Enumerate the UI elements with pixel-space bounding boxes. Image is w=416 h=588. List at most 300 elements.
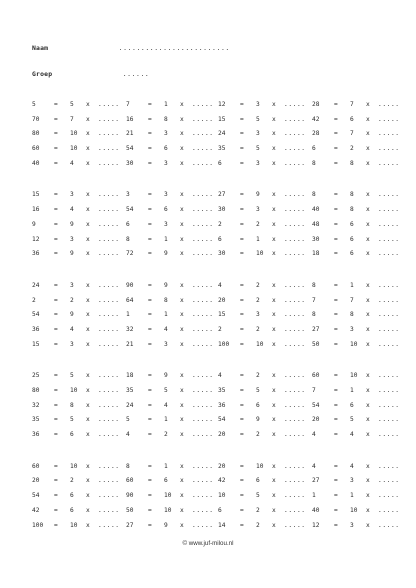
divisor: 4	[70, 159, 74, 167]
divisor: 3	[350, 477, 354, 485]
answer-blank[interactable]: .....	[192, 372, 214, 380]
answer-blank[interactable]: .....	[192, 431, 214, 439]
times-sign: x	[272, 235, 276, 243]
answer-blank[interactable]: .....	[284, 296, 306, 304]
dividend: 20	[218, 296, 226, 304]
times-sign: x	[366, 462, 370, 470]
times-sign: x	[86, 340, 90, 348]
answer-blank[interactable]: .....	[192, 340, 214, 348]
equals-sign: =	[54, 340, 58, 348]
answer-blank[interactable]: .....	[192, 325, 214, 333]
answer-blank[interactable]: .....	[378, 206, 400, 214]
answer-blank[interactable]: .....	[98, 220, 120, 228]
dividend: 32	[126, 325, 134, 333]
answer-blank[interactable]: .....	[378, 311, 400, 319]
answer-blank[interactable]: .....	[378, 220, 400, 228]
answer-blank[interactable]: .....	[98, 191, 120, 199]
footer-copyright: © www.juf-milou.nl	[182, 540, 234, 547]
dividend: 7	[312, 296, 316, 304]
answer-blank[interactable]: .....	[192, 159, 214, 167]
answer-blank[interactable]: .....	[192, 235, 214, 243]
answer-blank[interactable]: .....	[378, 281, 400, 289]
answer-blank[interactable]: .....	[284, 477, 306, 485]
equals-sign: =	[148, 206, 152, 214]
answer-blank[interactable]: .....	[284, 401, 306, 409]
times-sign: x	[180, 191, 184, 199]
answer-blank[interactable]: .....	[284, 235, 306, 243]
answer-blank[interactable]: .....	[192, 115, 214, 123]
equals-sign: =	[54, 159, 58, 167]
answer-blank[interactable]: .....	[284, 250, 306, 258]
answer-blank[interactable]: .....	[284, 191, 306, 199]
divisor: 6	[70, 431, 74, 439]
equals-sign: =	[54, 101, 58, 108]
times-sign: x	[180, 235, 184, 243]
exercise-row	[32, 399, 402, 414]
dividend: 24	[32, 281, 40, 289]
divisor: 6	[350, 235, 354, 243]
dividend: 20	[218, 431, 226, 439]
answer-blank[interactable]: .....	[284, 431, 306, 439]
divisor: 5	[164, 387, 168, 394]
answer-blank[interactable]: .....	[378, 477, 400, 485]
times-sign: x	[366, 191, 370, 199]
answer-blank[interactable]: .....	[378, 145, 400, 153]
equals-sign: =	[54, 115, 58, 123]
equals-sign: =	[148, 220, 152, 228]
divisor: 6	[350, 401, 354, 409]
answer-blank[interactable]: .....	[98, 311, 120, 319]
dividend: 30	[312, 235, 320, 243]
exercise-block	[32, 188, 402, 261]
times-sign: x	[180, 401, 184, 409]
answer-blank[interactable]: .....	[192, 416, 214, 424]
times-sign: x	[272, 401, 276, 409]
answer-blank[interactable]: .....	[192, 130, 214, 138]
divisor: 6	[70, 506, 74, 514]
dividend: 30	[218, 206, 226, 214]
times-sign: x	[180, 462, 184, 470]
answer-blank[interactable]: .....	[98, 101, 120, 108]
exercise-row	[32, 188, 402, 203]
divisor: 10	[70, 145, 78, 153]
divisor: 3	[70, 191, 74, 199]
answer-blank[interactable]: .....	[284, 281, 306, 289]
equals-sign: =	[148, 416, 152, 424]
answer-blank[interactable]: .....	[284, 492, 306, 500]
times-sign: x	[366, 431, 370, 439]
divisor: 5	[70, 416, 74, 424]
divisor: 6	[256, 401, 260, 409]
times-sign: x	[86, 311, 90, 319]
times-sign: x	[272, 311, 276, 319]
times-sign: x	[272, 159, 276, 167]
divisor: 3	[70, 340, 74, 348]
equals-sign: =	[54, 296, 58, 304]
equals-sign: =	[334, 296, 338, 304]
times-sign: x	[86, 296, 90, 304]
answer-blank[interactable]: .....	[98, 235, 120, 243]
times-sign: x	[180, 130, 184, 138]
times-sign: x	[366, 401, 370, 409]
answer-blank[interactable]: .....	[284, 159, 306, 167]
exercise-row	[32, 338, 402, 353]
dividend: 15	[32, 340, 40, 348]
divisor: 9	[256, 191, 260, 199]
answer-blank[interactable]: .....	[98, 521, 120, 529]
answer-blank[interactable]: .....	[192, 462, 214, 470]
answer-blank[interactable]: .....	[378, 159, 400, 167]
answer-blank[interactable]: .....	[98, 431, 120, 439]
answer-blank[interactable]: .....	[378, 296, 400, 304]
answer-blank[interactable]: .....	[192, 506, 214, 514]
dividend: 12	[312, 521, 320, 529]
times-sign: x	[366, 521, 370, 529]
equals-sign: =	[54, 250, 58, 258]
answer-blank[interactable]: .....	[192, 250, 214, 258]
answer-blank[interactable]: .....	[192, 281, 214, 289]
times-sign: x	[180, 281, 184, 289]
divisor: 3	[256, 311, 260, 319]
answer-blank[interactable]: .....	[284, 311, 306, 319]
answer-blank[interactable]: .....	[378, 115, 400, 123]
answer-blank[interactable]: .....	[284, 372, 306, 380]
answer-blank[interactable]: .....	[378, 506, 400, 514]
divisor: 9	[164, 372, 168, 380]
divisor: 5	[256, 115, 260, 123]
answer-blank[interactable]: .....	[98, 296, 120, 304]
answer-blank[interactable]: .....	[378, 387, 400, 394]
times-sign: x	[86, 206, 90, 214]
dividend: 6	[218, 159, 222, 167]
equals-sign: =	[148, 492, 152, 500]
exercise-row	[32, 504, 402, 519]
dividend: 8	[312, 311, 316, 319]
equals-sign: =	[240, 387, 244, 394]
equals-sign: =	[240, 191, 244, 199]
equals-sign: =	[334, 250, 338, 258]
divisor: 3	[164, 220, 168, 228]
answer-blank[interactable]: .....	[98, 281, 120, 289]
equals-sign: =	[54, 462, 58, 470]
times-sign: x	[272, 115, 276, 123]
divisor: 4	[70, 325, 74, 333]
divisor: 2	[350, 145, 354, 153]
dividend: 8	[312, 191, 316, 199]
equals-sign: =	[334, 281, 338, 289]
divisor: 2	[70, 296, 74, 304]
answer-blank[interactable]: .....	[284, 220, 306, 228]
equals-sign: =	[334, 159, 338, 167]
dividend: 35	[126, 387, 134, 394]
answer-blank[interactable]: .....	[284, 416, 306, 424]
dividend: 60	[32, 462, 40, 470]
answer-blank[interactable]: .....	[98, 206, 120, 214]
equals-sign: =	[148, 235, 152, 243]
divisor: 3	[256, 130, 260, 138]
equals-sign: =	[240, 250, 244, 258]
divisor: 2	[256, 431, 260, 439]
dividend: 36	[218, 401, 226, 409]
answer-blank[interactable]: .....	[378, 250, 400, 258]
divisor: 9	[164, 281, 168, 289]
answer-blank[interactable]: .....	[284, 145, 306, 153]
equals-sign: =	[334, 401, 338, 409]
answer-blank[interactable]: .....	[284, 325, 306, 333]
equals-sign: =	[54, 372, 58, 380]
answer-blank[interactable]: .....	[98, 401, 120, 409]
times-sign: x	[86, 281, 90, 289]
answer-blank[interactable]: .....	[98, 159, 120, 167]
dividend: 80	[32, 387, 40, 394]
answer-blank[interactable]: .....	[284, 130, 306, 138]
exercise-row	[32, 384, 402, 399]
divisor: 8	[164, 296, 168, 304]
equals-sign: =	[148, 130, 152, 138]
answer-blank[interactable]: .....	[284, 115, 306, 123]
answer-blank[interactable]: .....	[284, 340, 306, 348]
times-sign: x	[272, 281, 276, 289]
dividend: 15	[218, 311, 226, 319]
answer-blank[interactable]: .....	[98, 250, 120, 258]
answer-blank[interactable]: .....	[284, 521, 306, 529]
divisor: 8	[164, 115, 168, 123]
divisor: 4	[164, 401, 168, 409]
times-sign: x	[180, 101, 184, 108]
divisor: 1	[256, 235, 260, 243]
answer-blank[interactable]: .....	[192, 296, 214, 304]
dividend: 54	[126, 145, 134, 153]
divisor: 9	[164, 250, 168, 258]
equals-sign: =	[240, 101, 244, 108]
equals-sign: =	[240, 477, 244, 485]
equals-sign: =	[334, 431, 338, 439]
equals-sign: =	[240, 431, 244, 439]
times-sign: x	[86, 431, 90, 439]
divisor: 1	[164, 311, 168, 319]
answer-blank[interactable]: .....	[378, 431, 400, 439]
dividend: 10	[218, 492, 226, 500]
answer-blank[interactable]: .....	[192, 492, 214, 500]
divisor: 8	[70, 401, 74, 409]
dividend: 9	[32, 220, 36, 228]
divisor: 9	[70, 220, 74, 228]
equals-sign: =	[54, 387, 58, 394]
answer-blank[interactable]: .....	[192, 387, 214, 394]
answer-blank[interactable]: .....	[378, 521, 400, 529]
exercise-row	[32, 142, 402, 157]
exercise-row	[32, 294, 402, 309]
equals-sign: =	[334, 115, 338, 123]
divisor: 7	[350, 101, 354, 108]
times-sign: x	[180, 416, 184, 424]
dividend: 8	[312, 281, 316, 289]
answer-blank[interactable]: .....	[284, 206, 306, 214]
times-sign: x	[180, 296, 184, 304]
times-sign: x	[272, 462, 276, 470]
times-sign: x	[180, 115, 184, 123]
answer-blank[interactable]: .....	[192, 191, 214, 199]
dividend: 24	[218, 130, 226, 138]
times-sign: x	[180, 159, 184, 167]
times-sign: x	[180, 340, 184, 348]
answer-blank[interactable]: .....	[378, 416, 400, 424]
times-sign: x	[86, 145, 90, 153]
answer-blank[interactable]: .....	[98, 325, 120, 333]
divisor: 3	[70, 235, 74, 243]
divisor: 6	[256, 477, 260, 485]
answer-blank[interactable]: .....	[284, 387, 306, 394]
dividend: 27	[312, 477, 320, 485]
divisor: 6	[164, 145, 168, 153]
answer-blank[interactable]: .....	[378, 372, 400, 380]
divisor: 4	[70, 206, 74, 214]
exercise-block	[32, 279, 402, 352]
divisor: 1	[350, 281, 354, 289]
answer-blank[interactable]: .....	[192, 220, 214, 228]
answer-blank[interactable]: .....	[192, 101, 214, 108]
times-sign: x	[366, 492, 370, 500]
times-sign: x	[86, 250, 90, 258]
divisor: 2	[256, 506, 260, 514]
equals-sign: =	[148, 387, 152, 394]
exercise-blocks	[32, 98, 402, 550]
equals-sign: =	[148, 191, 152, 199]
dividend: 12	[218, 101, 226, 108]
answer-blank[interactable]: .....	[98, 492, 120, 500]
answer-blank[interactable]: .....	[378, 325, 400, 333]
dividend: 16	[126, 115, 134, 123]
exercise-block	[32, 460, 402, 533]
exercise-row	[32, 474, 402, 489]
answer-blank[interactable]: .....	[378, 235, 400, 243]
dividend: 30	[218, 250, 226, 258]
times-sign: x	[86, 159, 90, 167]
answer-blank[interactable]: .....	[98, 115, 120, 123]
dividend: 3	[126, 191, 130, 199]
answer-blank[interactable]: .....	[378, 401, 400, 409]
answer-blank[interactable]: .....	[284, 506, 306, 514]
dividend: 4	[312, 431, 316, 439]
times-sign: x	[180, 477, 184, 485]
equals-sign: =	[240, 115, 244, 123]
equals-sign: =	[240, 159, 244, 167]
exercise-row	[32, 127, 402, 142]
divisor: 10	[256, 250, 264, 258]
times-sign: x	[86, 401, 90, 409]
times-sign: x	[86, 101, 90, 108]
name-label: Naam	[32, 44, 49, 52]
dividend: 36	[32, 325, 40, 333]
answer-blank[interactable]: .....	[192, 521, 214, 529]
divisor: 9	[256, 416, 260, 424]
equals-sign: =	[240, 372, 244, 380]
divisor: 2	[256, 220, 260, 228]
divisor: 3	[256, 159, 260, 167]
times-sign: x	[366, 372, 370, 380]
answer-blank[interactable]: .....	[378, 340, 400, 348]
times-sign: x	[180, 325, 184, 333]
divisor: 10	[70, 521, 78, 529]
divisor: 5	[70, 101, 74, 108]
answer-blank[interactable]: .....	[98, 387, 120, 394]
dividend: 6	[218, 506, 222, 514]
equals-sign: =	[54, 521, 58, 529]
equals-sign: =	[54, 401, 58, 409]
answer-blank[interactable]: .....	[98, 340, 120, 348]
group-blank: ......	[118, 70, 150, 78]
answer-blank[interactable]: .....	[378, 191, 400, 199]
divisor: 2	[256, 372, 260, 380]
answer-blank[interactable]: .....	[98, 477, 120, 485]
answer-blank[interactable]: .....	[192, 206, 214, 214]
answer-blank[interactable]: .....	[98, 145, 120, 153]
divisor: 3	[256, 101, 260, 108]
dividend: 8	[126, 235, 130, 243]
divisor: 3	[350, 521, 354, 529]
answer-blank[interactable]: .....	[192, 145, 214, 153]
divisor: 1	[350, 387, 354, 394]
times-sign: x	[180, 521, 184, 529]
equals-sign: =	[240, 235, 244, 243]
equals-sign: =	[334, 492, 338, 500]
equals-sign: =	[148, 506, 152, 514]
times-sign: x	[180, 372, 184, 380]
answer-blank[interactable]: .....	[378, 492, 400, 500]
times-sign: x	[86, 492, 90, 500]
answer-blank[interactable]: .....	[98, 416, 120, 424]
equals-sign: =	[54, 145, 58, 153]
equals-sign: =	[240, 462, 244, 470]
answer-blank[interactable]: .....	[98, 372, 120, 380]
times-sign: x	[272, 387, 276, 394]
dividend: 4	[312, 462, 316, 470]
answer-blank[interactable]: .....	[98, 462, 120, 470]
dividend: 60	[126, 477, 134, 485]
answer-blank[interactable]: .....	[98, 130, 120, 138]
times-sign: x	[366, 159, 370, 167]
name-blank: .........................	[114, 44, 230, 52]
divisor: 7	[70, 115, 74, 123]
equals-sign: =	[334, 145, 338, 153]
answer-blank[interactable]: .....	[98, 506, 120, 514]
times-sign: x	[366, 235, 370, 243]
answer-blank[interactable]: .....	[378, 462, 400, 470]
answer-blank[interactable]: .....	[192, 311, 214, 319]
answer-blank[interactable]: .....	[284, 101, 306, 108]
times-sign: x	[272, 101, 276, 108]
equals-sign: =	[240, 401, 244, 409]
equals-sign: =	[148, 431, 152, 439]
dividend: 21	[126, 340, 134, 348]
equals-sign: =	[148, 296, 152, 304]
equals-sign: =	[334, 506, 338, 514]
answer-blank[interactable]: .....	[378, 101, 400, 108]
answer-blank[interactable]: .....	[378, 130, 400, 138]
answer-blank[interactable]: .....	[192, 401, 214, 409]
answer-blank[interactable]: .....	[192, 477, 214, 485]
divisor: 2	[256, 325, 260, 333]
equals-sign: =	[334, 101, 338, 108]
exercise-row	[32, 247, 402, 262]
dividend: 36	[32, 250, 40, 258]
equals-sign: =	[240, 206, 244, 214]
times-sign: x	[180, 206, 184, 214]
equals-sign: =	[148, 145, 152, 153]
answer-blank[interactable]: .....	[284, 462, 306, 470]
equals-sign: =	[54, 506, 58, 514]
divisor: 8	[350, 191, 354, 199]
